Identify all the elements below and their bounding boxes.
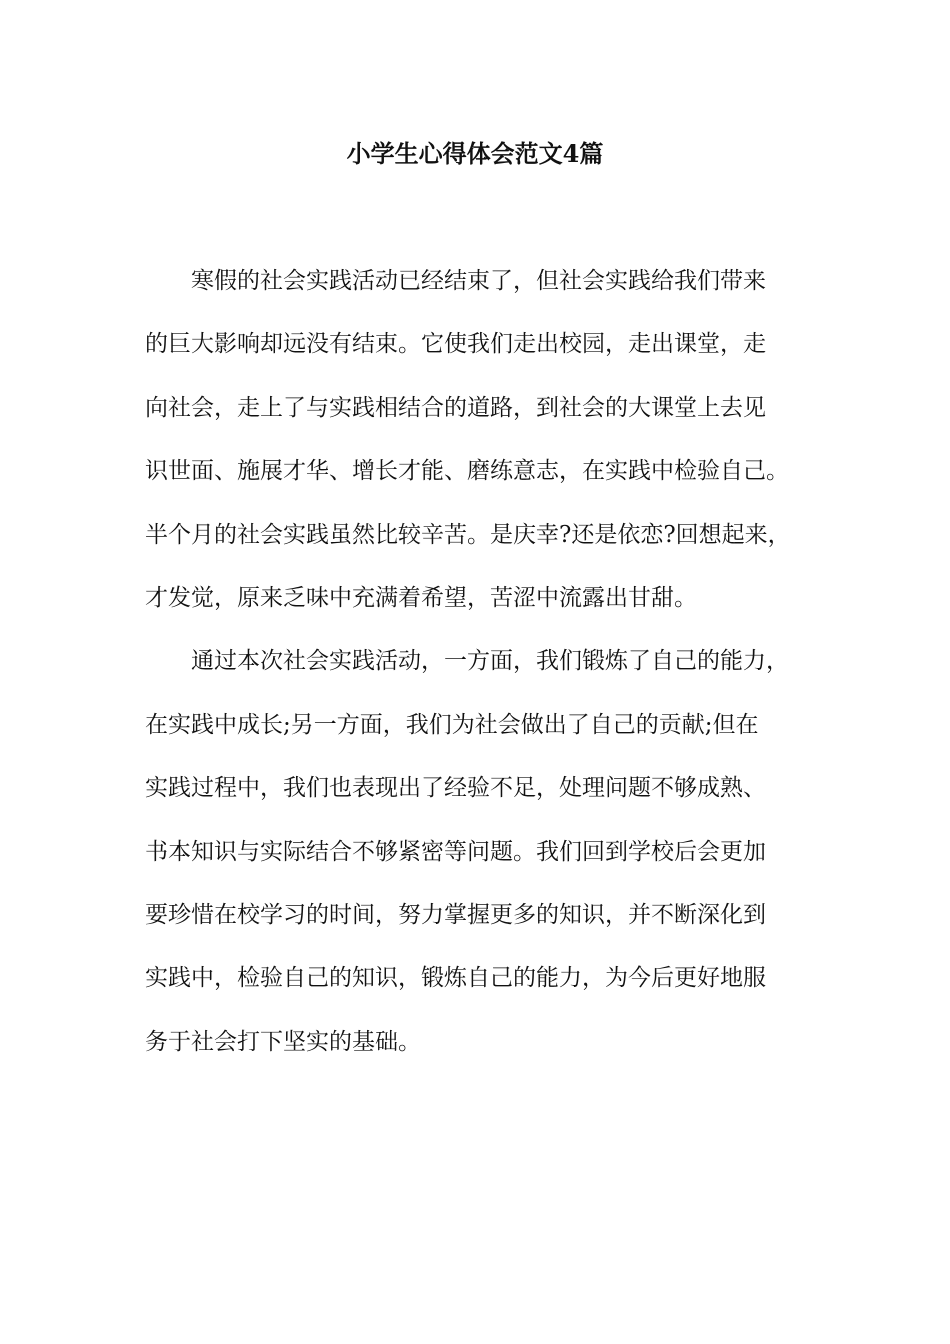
- paragraph-line: 务于社会打下坚实的基础。: [145, 1028, 421, 1055]
- paragraph-line: 向社会，走上了与实践相结合的道路，到社会的大课堂上去见: [145, 394, 766, 421]
- paragraph-line: 通过本次社会实践活动，一方面，我们锻炼了自己的能力，: [191, 648, 789, 675]
- document-body: [145, 250, 835, 1074]
- paragraph-line: 的巨大影响却远没有结束。它使我们走出校园，走出课堂，走: [145, 331, 766, 358]
- paragraph-line: 在实践中成长;另一方面，我们为社会做出了自己的贡献;但在: [145, 711, 759, 738]
- paragraph-1: [145, 250, 835, 630]
- document-title: 小学生心得体会范文4篇: [346, 139, 604, 168]
- paragraph-line: 寒假的社会实践活动已经结束了，但社会实践给我们带来: [191, 268, 766, 294]
- paragraph-line: 书本知识与实际结合不够紧密等问题。我们回到学校后会更加: [145, 838, 766, 865]
- paragraph-line: 识世面、施展才华、增长才能、磨练意志，在实践中检验自己。: [145, 458, 789, 485]
- paragraph-line: 实践中，检验自己的知识，锻炼自己的能力，为今后更好地服: [145, 965, 766, 992]
- paragraph-line: 要珍惜在校学习的时间，努力掌握更多的知识，并不断深化到: [145, 901, 766, 928]
- paragraph-line: 半个月的社会实践虽然比较辛苦。是庆幸?还是依恋?回想起来，: [145, 521, 791, 548]
- paragraph-2: [145, 630, 835, 1074]
- paragraph-line: 实践过程中，我们也表现出了经验不足，处理问题不够成熟、: [145, 775, 766, 802]
- paragraph-line: 才发觉，原来乏味中充满着希望，苦涩中流露出甘甜。: [145, 584, 697, 611]
